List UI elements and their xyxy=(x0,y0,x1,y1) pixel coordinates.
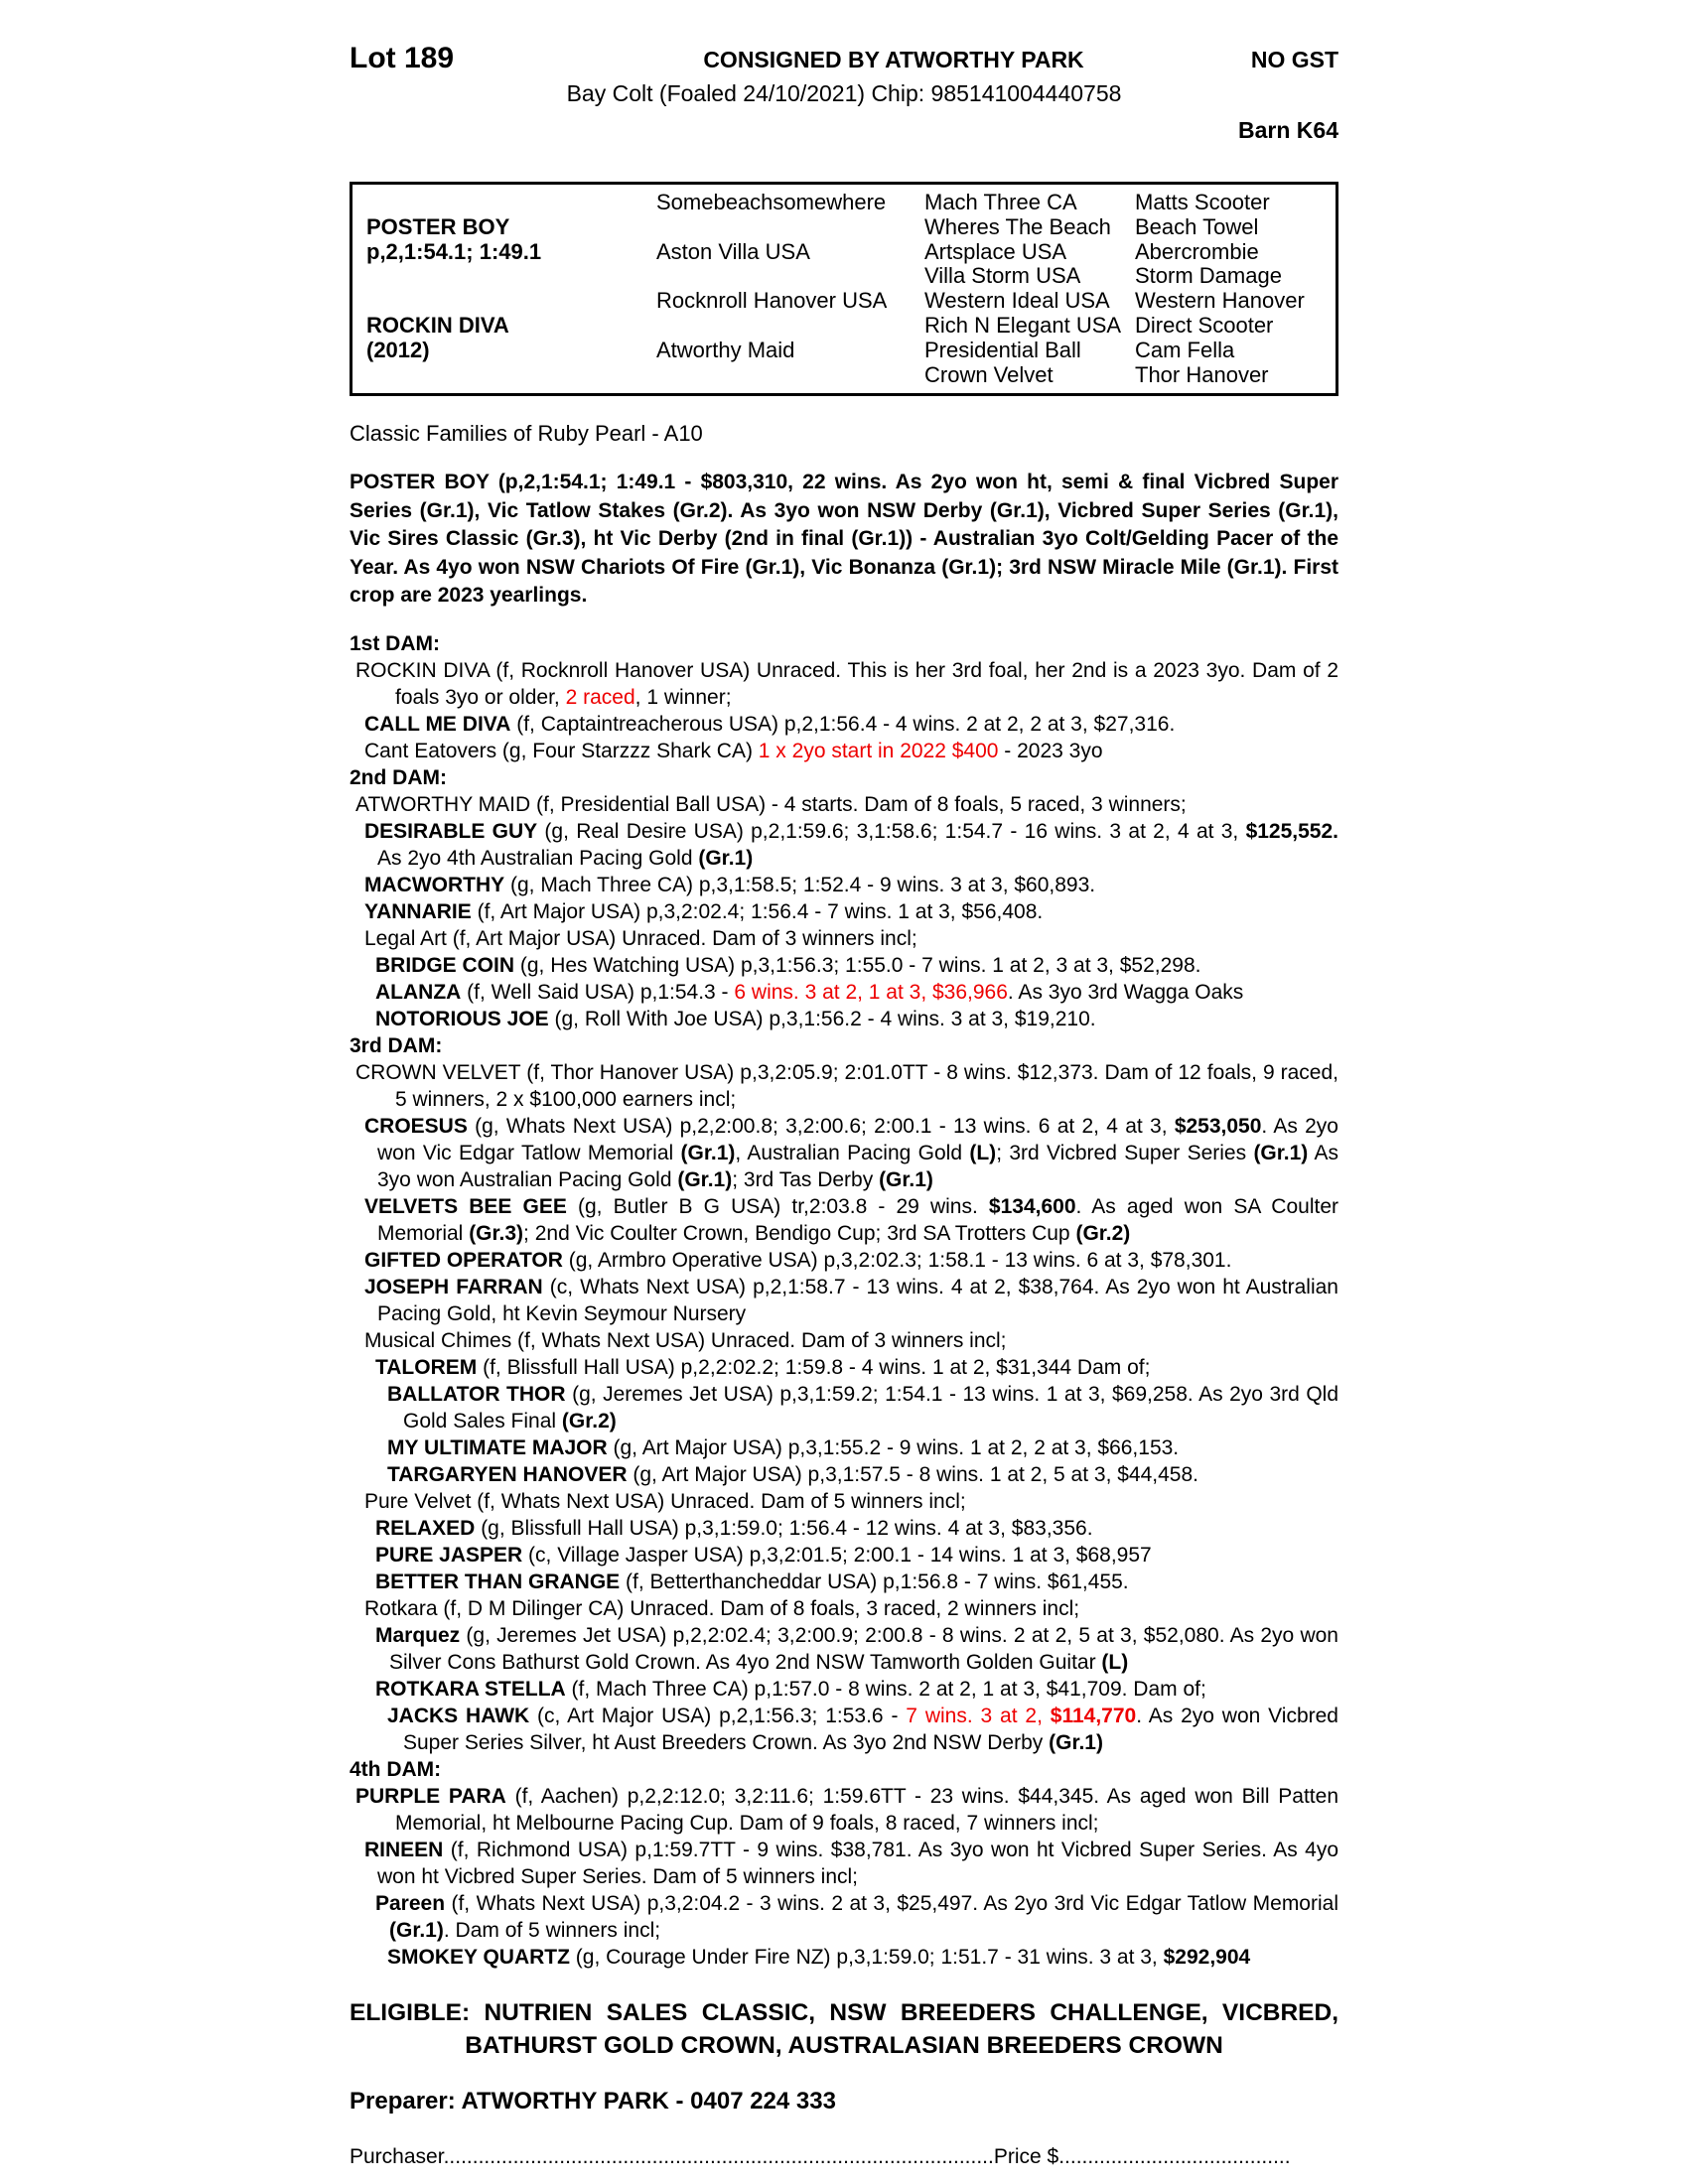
gen3-ancestor: Rich N Elegant USA xyxy=(924,312,1122,338)
plain-text: (f, Whats Next USA) p,3,2:04.2 - 3 wins. 2 at 3, $25,497. As 2yo 3rd Vic Edgar Tatlow Memorial xyxy=(445,1891,1338,1915)
bold-text: 3rd DAM: xyxy=(350,1033,443,1057)
purchaser-price-line xyxy=(350,2145,1338,2169)
plain-text: Cant Eatovers (g, Four Starzzz Shark CA) xyxy=(364,739,759,762)
price-dots: ........................................ xyxy=(1058,2144,1291,2168)
pedigree-entry xyxy=(350,1193,1338,1247)
bold-text: (Gr.1) xyxy=(1049,1730,1103,1754)
pedigree-entry xyxy=(350,898,1338,925)
plain-text: (g, Armbro Operative USA) p,3,2:02.3; 1:58.1 - 13 wins. 6 at 3, $78,301. xyxy=(562,1248,1232,1272)
plain-text: (g, Real Desire USA) p,2,1:59.6; 3,1:58.6; 1:54.7 - 16 wins. 3 at 2, 4 at 3, xyxy=(537,819,1246,843)
plain-text: (g, Roll With Joe USA) p,3,1:56.2 - 4 wins. 3 at 3, $19,210. xyxy=(548,1007,1096,1030)
plain-text: Pure Velvet (f, Whats Next USA) Unraced. Dam of 5 winners incl; xyxy=(364,1489,966,1513)
pedigree-entry xyxy=(350,1622,1338,1676)
bold-text: MACWORTHY xyxy=(364,873,505,896)
bold-text: $125,552. xyxy=(1245,819,1338,843)
plain-text: (c, Whats Next USA) p,2,1:58.7 - 13 wins. 4 at 2, $38,764. As 2yo won ht Australian Pacing Gold, ht Kevin Seymour Nursery xyxy=(377,1275,1338,1325)
plain-text: (f, Art Major USA) p,3,2:02.4; 1:56.4 - 7 wins. 1 at 3, $56,408. xyxy=(471,899,1044,923)
bold-text: YANNARIE xyxy=(364,899,472,923)
bold-text: (Gr.1) xyxy=(879,1167,933,1191)
pedigree-entry xyxy=(350,1381,1338,1434)
pedigree-entry xyxy=(350,1595,1338,1622)
sire-summary-paragraph: POSTER BOY (p,2,1:54.1; 1:49.1 - $803,310, 22 wins. As 2yo won ht, semi & final Vicbred Super Series (Gr.1), Vic Tatlow Stakes (Gr.2). As 3yo won NSW Derby (Gr.1), Vicbred Super Series (Gr.1), Vic Sires Classic (Gr.3), ht Vic Derby (2nd in final (Gr.1)) - Australian 3yo Colt/Gelding Pacer of the Year. As 4yo won NSW Chariots Of Fire (Gr.1), Vic Bonanza (Gr.1); 3rd NSW Miracle Mile (Gr.1). First crop are 2023 yearlings. xyxy=(350,471,1338,608)
plain-text: (f, Well Said USA) p,1:54.3 - xyxy=(461,980,735,1004)
bold-text: ROTKARA STELLA xyxy=(375,1677,566,1701)
bold-text: DESIRABLE GUY xyxy=(364,819,538,843)
pedigree-entry xyxy=(350,1756,1338,1783)
horse-description: Bay Colt (Foaled 24/10/2021) Chip: 985141004440758 xyxy=(566,80,1122,106)
price-label: Price $ xyxy=(993,2144,1059,2168)
gen2-sire-of-dam: Rocknroll Hanover USA xyxy=(656,288,888,314)
pedigree-entry xyxy=(350,1461,1338,1488)
plain-text: . As 2yo won Vic Edgar Tatlow Memorial xyxy=(377,1114,1338,1164)
plain-text: . As 3yo 3rd Wagga Oaks xyxy=(1007,980,1244,1004)
gen4-ancestor: Direct Scooter xyxy=(1135,312,1274,338)
bold-text: 1st DAM: xyxy=(350,631,441,655)
bold-text: $134,600 xyxy=(988,1194,1076,1218)
pedigree-table xyxy=(350,182,1338,396)
gen4-ancestor: Storm Damage xyxy=(1135,263,1282,289)
bold-text: (L) xyxy=(969,1141,997,1164)
plain-text: Rotkara (f, D M Dilinger CA) Unraced. Dam of 8 foals, 3 raced, 2 winners incl; xyxy=(364,1596,1080,1620)
plain-text: , Australian Pacing Gold xyxy=(735,1141,970,1164)
dam-name: ROCKIN DIVA xyxy=(366,312,509,338)
plain-text: (g, Jeremes Jet USA) p,3,1:59.2; 1:54.1 - 13 wins. 1 at 3, $69,258. As 2yo 3rd Qld Gold Sales Final xyxy=(403,1382,1339,1433)
gen4-ancestor: Matts Scooter xyxy=(1135,190,1270,214)
bold-text: ALANZA xyxy=(375,980,462,1004)
plain-text: (g, Butler B G USA) tr,2:03.8 - 29 wins. xyxy=(566,1194,989,1218)
pedigree-entry xyxy=(350,1434,1338,1461)
plain-text: (f, Betterthancheddar USA) p,1:56.8 - 7 wins. $61,455. xyxy=(620,1570,1129,1593)
pedigree-entry xyxy=(350,1113,1338,1193)
plain-text: Musical Chimes (f, Whats Next USA) Unraced. Dam of 3 winners incl; xyxy=(364,1328,1007,1352)
plain-text: - 2023 3yo xyxy=(998,739,1103,762)
bold-text: TALOREM xyxy=(375,1355,478,1379)
purchaser-dots: ............................................................................................... xyxy=(443,2144,994,2168)
gen2-dam-of-dam: Atworthy Maid xyxy=(656,337,795,362)
purchaser-label: Purchaser xyxy=(350,2144,444,2168)
plain-text: . Dam of 5 winners incl; xyxy=(443,1918,661,1942)
bold-text: BRIDGE COIN xyxy=(375,953,515,977)
pedigree-entry xyxy=(350,1676,1338,1703)
bold-text: BALLATOR THOR xyxy=(387,1382,566,1406)
plain-text: (c, Village Jasper USA) p,3,2:01.5; 2:00.1 - 14 wins. 1 at 3, $68,957 xyxy=(522,1543,1152,1567)
plain-text: As 3yo won Australian Pacing Gold xyxy=(377,1141,1338,1191)
plain-text: ; 3rd Vicbred Super Series xyxy=(996,1141,1254,1164)
gen3-ancestor: Artsplace USA xyxy=(924,238,1067,264)
plain-text: (c, Art Major USA) p,2,1:56.3; 1:53.6 - xyxy=(529,1704,907,1727)
bold-text: TARGARYEN HANOVER xyxy=(387,1462,628,1486)
plain-text: (f, Blissfull Hall USA) p,2,2:02.2; 1:59.8 - 4 wins. 1 at 2, $31,344 Dam of; xyxy=(477,1355,1151,1379)
plain-text: ATWORTHY MAID (f, Presidential Ball USA) - 4 starts. Dam of 8 foals, 5 raced, 3 winners; xyxy=(355,792,1187,816)
pedigree-entry xyxy=(350,1354,1338,1381)
plain-text: . As aged won SA Coulter Memorial xyxy=(377,1194,1339,1245)
plain-text: (g, Whats Next USA) p,2,2:00.8; 3,2:00.6; 2:00.1 - 13 wins. 6 at 2, 4 at 3, xyxy=(467,1114,1175,1138)
bold-text: (Gr.1) xyxy=(680,1141,736,1164)
plain-text: (g, Jeremes Jet USA) p,2,2:02.4; 3,2:00.9; 2:00.8 - 8 wins. 2 at 2, 5 at 3, $52,080. As 2yo won Silver Cons Bathurst Gold Crown. As 4yo 2nd NSW Tamworth Golden Guitar xyxy=(389,1623,1338,1674)
plain-text: , 1 winner; xyxy=(634,685,732,709)
bold-text: SMOKEY QUARTZ xyxy=(387,1945,570,1969)
gen4-ancestor: Beach Towel xyxy=(1135,213,1259,239)
gen2-dam-of-sire: Aston Villa USA xyxy=(656,238,810,264)
gst-status: NO GST xyxy=(1250,47,1338,72)
pedigree-entry xyxy=(350,738,1338,764)
pedigree-entry xyxy=(350,952,1338,979)
gen4-ancestor: Cam Fella xyxy=(1135,337,1235,362)
dam-pedigree-text xyxy=(350,630,1338,1971)
pedigree-entry xyxy=(350,1783,1338,1837)
pedigree-entry xyxy=(350,1944,1338,1971)
sire-record: p,2,1:54.1; 1:49.1 xyxy=(366,238,542,264)
plain-text: (g, Hes Watching USA) p,3,1:56.3; 1:55.0 - 7 wins. 1 at 2, 3 at 3, $52,298. xyxy=(514,953,1201,977)
plain-text: (g, Art Major USA) p,3,1:55.2 - 9 wins. 1 at 2, 2 at 3, $66,153. xyxy=(607,1435,1180,1459)
plain-text: (g, Art Major USA) p,3,1:57.5 - 8 wins. 1 at 2, 5 at 3, $44,458. xyxy=(627,1462,1198,1486)
pedigree-entry xyxy=(350,1542,1338,1569)
pedigree-entry xyxy=(350,979,1338,1006)
gen3-ancestor: Presidential Ball xyxy=(924,337,1081,362)
bold-text: (Gr.1) xyxy=(1253,1141,1309,1164)
pedigree-entry xyxy=(350,925,1338,952)
plain-text: . As 2yo won Vicbred Super Series Silver, ht Aust Breeders Crown. As 3yo 2nd NSW Derby xyxy=(403,1704,1338,1754)
gen3-ancestor: Crown Velvet xyxy=(924,361,1054,387)
pedigree-entry xyxy=(350,818,1338,872)
plain-text: ROCKIN DIVA (f, Rocknroll Hanover USA) Unraced. This is her 3rd foal, her 2nd is a 2023 3yo. Dam of 2 foals 3yo or older, xyxy=(355,658,1338,709)
bold-text: RELAXED xyxy=(375,1516,476,1540)
pedigree-entry xyxy=(350,1515,1338,1542)
dam-year: (2012) xyxy=(366,337,430,362)
plain-text: (f, Mach Three CA) p,1:57.0 - 8 wins. 2 at 2, 1 at 3, $41,709. Dam of; xyxy=(565,1677,1206,1701)
pedigree-entry xyxy=(350,1327,1338,1354)
lot-number: Lot 189 xyxy=(350,42,455,74)
plain-text: (g, Mach Three CA) p,3,1:58.5; 1:52.4 - 9 wins. 3 at 3, $60,893. xyxy=(504,873,1096,896)
gen3-ancestor: Villa Storm USA xyxy=(924,263,1081,289)
bold-text: CALL ME DIVA xyxy=(364,712,511,736)
pedigree-entry xyxy=(350,1274,1338,1327)
bold-text: (Gr.2) xyxy=(561,1409,617,1433)
bold-text: Pareen xyxy=(375,1891,446,1915)
pedigree-entry xyxy=(350,1059,1338,1113)
pedigree-entry xyxy=(350,630,1338,657)
bold-text: (L) xyxy=(1101,1650,1129,1674)
bold-text: (Gr.1) xyxy=(677,1167,733,1191)
gen3-ancestor: Wheres The Beach xyxy=(924,213,1111,239)
plain-text: (f, Captaintreacherous USA) p,2,1:56.4 - 4 wins. 2 at 2, 2 at 3, $27,316. xyxy=(510,712,1176,736)
eligibility-statement: ELIGIBLE: NUTRIEN SALES CLASSIC, NSW BREEDERS CHALLENGE, VICBRED, BATHURST GOLD CROWN, AUSTRALASIAN BREEDERS CROWN xyxy=(350,1998,1338,2059)
bold-text: PURE JASPER xyxy=(375,1543,523,1567)
classic-family-line: Classic Families of Ruby Pearl - A10 xyxy=(350,421,703,447)
bold-text: (Gr.1) xyxy=(389,1918,444,1942)
pedigree-entry xyxy=(350,764,1338,791)
bold-text: 2nd DAM: xyxy=(350,765,447,789)
plain-text: Legal Art (f, Art Major USA) Unraced. Dam of 3 winners incl; xyxy=(364,926,917,950)
page-content xyxy=(350,42,1338,2169)
pedigree-entry xyxy=(350,711,1338,738)
bold-text: $253,050 xyxy=(1174,1114,1262,1138)
gen4-ancestor: Abercrombie xyxy=(1135,238,1259,264)
gen4-ancestor: Thor Hanover xyxy=(1135,361,1269,387)
gen2-sire-of-sire: Somebeachsomewhere xyxy=(656,190,887,214)
pedigree-entry xyxy=(350,1006,1338,1032)
bold-text: NOTORIOUS JOE xyxy=(375,1007,549,1030)
pedigree-entry xyxy=(350,1890,1338,1944)
gen3-ancestor: Mach Three CA xyxy=(924,190,1077,214)
sire-name: POSTER BOY xyxy=(366,213,510,239)
bold-text: CROESUS xyxy=(364,1114,468,1138)
plain-text: (g, Blissfull Hall USA) p,3,1:59.0; 1:56.4 - 12 wins. 4 at 3, $83,356. xyxy=(475,1516,1093,1540)
gen4-ancestor: Western Hanover xyxy=(1135,288,1305,314)
pedigree-entry xyxy=(350,1032,1338,1059)
plain-text: ; 3rd Tas Derby xyxy=(732,1167,880,1191)
highlight-red-text: 2 raced xyxy=(565,685,635,709)
plain-text: (f, Aachen) p,2,2:12.0; 3,2:11.6; 1:59.6TT - 23 wins. $44,345. As aged won Bill Patten Memorial, ht Melbourne Pacing Cup. Dam of 9 foals, 8 raced, 7 winners incl; xyxy=(395,1784,1339,1835)
pedigree-entry xyxy=(350,1837,1338,1890)
highlight-red-text: 7 wins. 3 at 2, xyxy=(906,1704,1051,1727)
bold-text: GIFTED OPERATOR xyxy=(364,1248,563,1272)
bold-text: (Gr.3) xyxy=(469,1221,524,1245)
barn-number: Barn K64 xyxy=(1238,117,1338,143)
bold-text: $292,904 xyxy=(1163,1945,1251,1969)
pedigree-entry xyxy=(350,1569,1338,1595)
pedigree-entry xyxy=(350,791,1338,818)
plain-text: As 2yo 4th Australian Pacing Gold xyxy=(377,846,699,870)
bold-text: RINEEN xyxy=(364,1838,444,1861)
pedigree-entry xyxy=(350,1703,1338,1756)
bold-text: MY ULTIMATE MAJOR xyxy=(387,1435,608,1459)
consignor-title: CONSIGNED BY ATWORTHY PARK xyxy=(703,47,1084,72)
plain-text: ; 2nd Vic Coulter Crown, Bendigo Cup; 3rd SA Trotters Cup xyxy=(523,1221,1076,1245)
bold-text: Marquez xyxy=(375,1623,461,1647)
bold-text: PURPLE PARA xyxy=(355,1784,506,1808)
bold-text: (Gr.1) xyxy=(698,846,754,870)
plain-text: (f, Richmond USA) p,1:59.7TT - 9 wins. $38,781. As 3yo won ht Vicbred Super Series. As 4yo won ht Vicbred Super Series. Dam of 5 winners incl; xyxy=(377,1838,1338,1888)
bold-text: JACKS HAWK xyxy=(387,1704,530,1727)
bold-text: (Gr.2) xyxy=(1075,1221,1131,1245)
bold-text: JOSEPH FARRAN xyxy=(364,1275,543,1298)
bold-text: BETTER THAN GRANGE xyxy=(375,1570,621,1593)
bold-text: VELVETS BEE GEE xyxy=(364,1194,567,1218)
page-header xyxy=(350,42,1338,75)
bold-text: 4th DAM: xyxy=(350,1757,442,1781)
highlight-red-text: 1 x 2yo start in 2022 $400 xyxy=(758,739,999,762)
preparer-line: Preparer: ATWORTHY PARK - 0407 224 333 xyxy=(350,2087,836,2115)
gen3-ancestor: Western Ideal USA xyxy=(924,288,1110,314)
pedigree-entry xyxy=(350,1247,1338,1274)
plain-text: (g, Courage Under Fire NZ) p,3,1:59.0; 1:51.7 - 31 wins. 3 at 3, xyxy=(569,1945,1164,1969)
highlight-red-text: $114,770 xyxy=(1050,1704,1137,1727)
pedigree-entry xyxy=(350,1488,1338,1515)
plain-text: CROWN VELVET (f, Thor Hanover USA) p,3,2:05.9; 2:01.0TT - 8 wins. $12,373. Dam of 12 foals, 9 raced, 5 winners, 2 x $100,000 earners incl; xyxy=(355,1060,1338,1111)
highlight-red-text: 6 wins. 3 at 2, 1 at 3, $36,966 xyxy=(734,980,1008,1004)
pedigree-entry xyxy=(350,657,1338,711)
pedigree-entry xyxy=(350,872,1338,898)
